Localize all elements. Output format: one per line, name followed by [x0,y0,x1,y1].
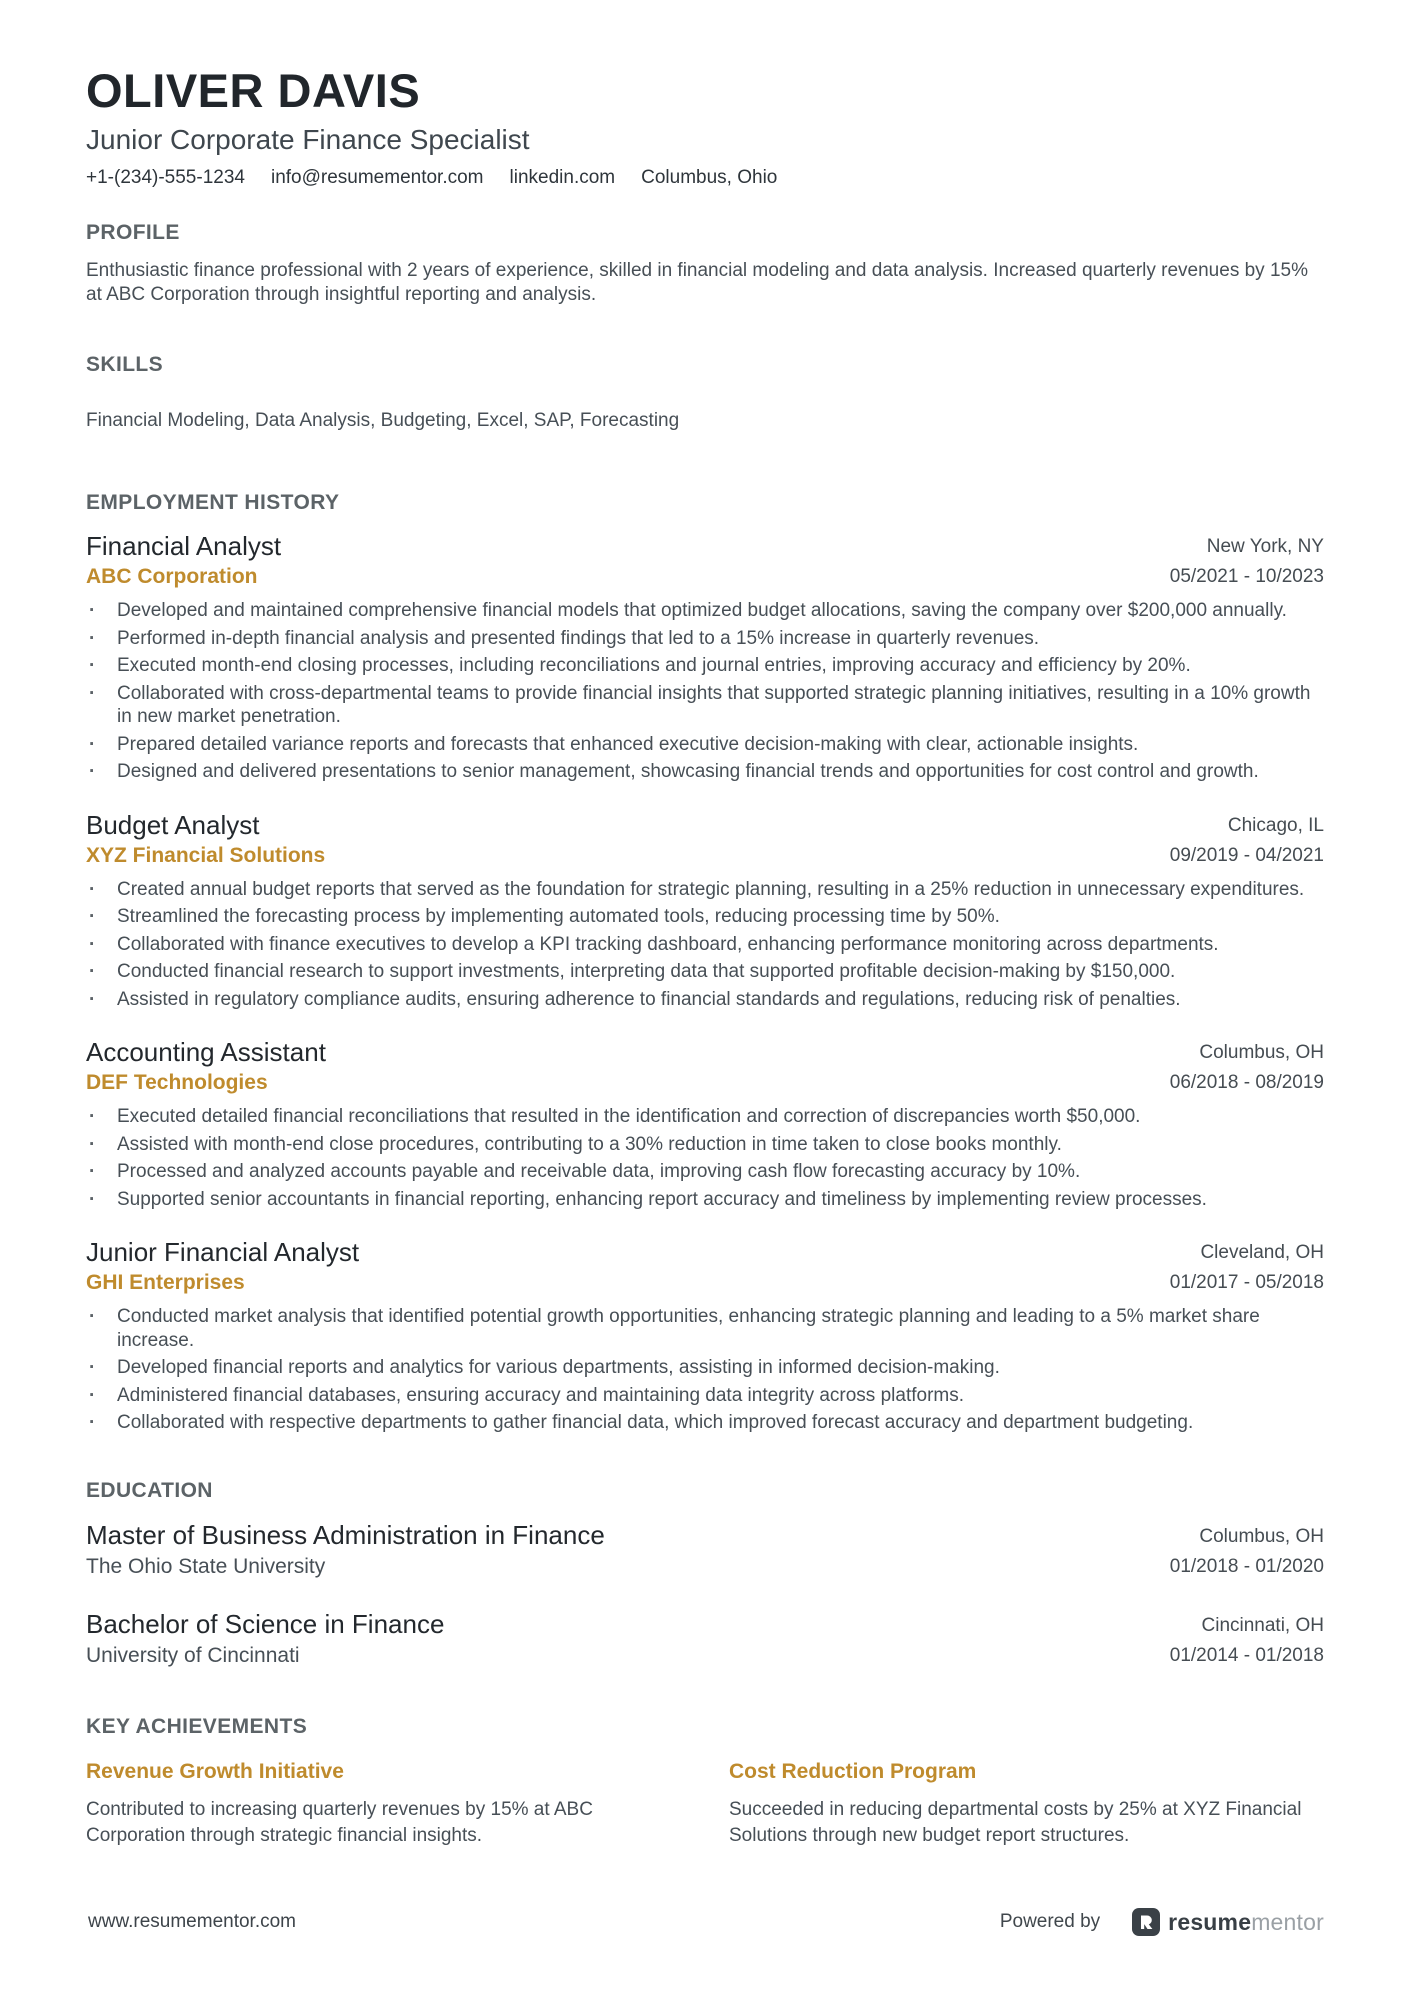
job-company: GHI Enterprises [86,1271,245,1295]
employment-heading: EMPLOYMENT HISTORY [86,490,340,514]
education-meta [1170,1519,1324,1582]
job-bullet: · Developed and maintained comprehensive financial models that optimized budget allocations, saving the company over $200,000 annually. [86,599,1324,623]
resumementor-logo-text [1168,1909,1324,1936]
job-header [86,529,1324,592]
job-bullet: · Collaborated with finance executives to develop a KPI tracking dashboard, enhancing performance monitoring across departments. [86,933,1324,957]
job-bullet: · Administered financial databases, ensuring accuracy and maintaining data integrity across platforms. [86,1384,1324,1408]
job-meta [1170,1235,1324,1298]
page-footer [88,1908,1324,1936]
contact-location: Columbus, Ohio [641,166,778,188]
achievement-title: Cost Reduction Program [729,1759,977,1783]
achievement-cost-reduction [729,1759,1324,1849]
job-title: Accounting Assistant [86,1037,326,1068]
education-school: The Ohio State University [86,1554,326,1578]
job-entry-budget-analyst [86,808,1324,1012]
contact-phone: +1-(234)-555-1234 [86,166,245,188]
job-bullet: · Executed month-end closing processes, including reconciliations and journal entries, improving accuracy and efficiency by 20%. [86,654,1324,678]
achievement-text: Succeeded in reducing departmental costs by 25% at XYZ Financial Solutions through new budget report structures. [729,1799,1302,1847]
section-education [86,1479,1324,1671]
job-title: Budget Analyst [86,809,260,840]
job-bullet: · Collaborated with cross-departmental teams to provide financial insights that supported strategic planning initiatives, resulting in a 10% growth in new market penetration. [86,682,1324,729]
job-bullet: · Developed financial reports and analytics for various departments, assisting in informed decision-making. [86,1356,1324,1380]
job-bullet: · Performed in-depth financial analysis and presented findings that led to a 15% increase in quarterly revenues. [86,627,1324,651]
job-dates: 09/2019 - 04/2021 [1169,844,1324,866]
section-skills [86,353,1324,433]
job-company: DEF Technologies [86,1071,268,1095]
candidate-title: Junior Corporate Finance Specialist [86,124,530,156]
job-bullet: · Designed and delivered presentations to senior management, showcasing financial trends and opportunities for cost control and growth. [86,760,1324,784]
job-title: Financial Analyst [86,531,282,562]
resumementor-logo[interactable] [1132,1908,1324,1936]
skills-heading: SKILLS [86,352,164,376]
resumementor-logo-icon [1132,1908,1160,1936]
job-company: XYZ Financial Solutions [86,843,326,867]
job-bullet-list [86,1105,1324,1211]
contact-linkedin[interactable]: linkedin.com [509,166,616,188]
job-company: ABC Corporation [86,565,258,589]
education-header [86,1608,1324,1671]
job-header-left [86,808,1170,870]
education-entry-mba [86,1519,1324,1582]
achievements-heading: KEY ACHIEVEMENTS [86,1714,308,1738]
skills-text: Financial Modeling, Data Analysis, Budgeting, Excel, SAP, Forecasting [86,409,680,431]
job-title: Junior Financial Analyst [86,1237,360,1268]
job-bullet: · Created annual budget reports that served as the foundation for strategic planning, resulting in a 25% reduction in unnecessary expenditures. [86,878,1324,902]
logo-text-bold: resume [1168,1908,1252,1935]
contact-row [86,167,1324,189]
education-location: Columbus, OH [1199,1525,1324,1547]
education-school: University of Cincinnati [86,1643,300,1667]
job-entry-accounting-assistant [86,1035,1324,1211]
job-meta [1170,1035,1324,1098]
job-bullet: · Conducted market analysis that identified potential growth opportunities, enhancing strategic planning and leading to a 5% market share increase. [86,1305,1324,1352]
education-degree: Master of Business Administration in Finance [86,1519,605,1550]
job-location: Chicago, IL [1227,814,1324,836]
logo-text-light: mentor [1251,1908,1324,1935]
education-dates: 01/2018 - 01/2020 [1169,1555,1324,1577]
job-bullet-list [86,1305,1324,1435]
profile-heading: PROFILE [86,220,180,244]
job-entry-junior-financial-analyst [86,1235,1324,1435]
job-header [86,1035,1324,1098]
job-header [86,1235,1324,1298]
job-header-left [86,529,1170,591]
job-bullet: · Processed and analyzed accounts payable and receivable data, improving cash flow forecasting accuracy by 10%. [86,1160,1324,1184]
achievements-grid [86,1759,1324,1849]
job-meta [1170,529,1324,592]
job-bullet: · Streamlined the forecasting process by implementing automated tools, reducing processing time by 50%. [86,905,1324,929]
job-header-left [86,1235,1170,1297]
job-dates: 06/2018 - 08/2019 [1169,1072,1324,1094]
section-profile [86,221,1324,307]
job-bullet: · Prepared detailed variance reports and forecasts that enhanced executive decision-making with clear, actionable insights. [86,733,1324,757]
achievement-title: Revenue Growth Initiative [86,1759,344,1783]
education-location: Cincinnati, OH [1201,1614,1324,1636]
powered-by-block [1000,1908,1324,1936]
education-meta [1170,1608,1324,1671]
job-bullet: · Executed detailed financial reconciliations that resulted in the identification and correction of discrepancies worth $50,000. [86,1105,1324,1129]
section-key-achievements [86,1715,1324,1849]
job-location: Cleveland, OH [1200,1242,1324,1264]
education-header [86,1519,1324,1582]
education-header-left [86,1608,1170,1670]
job-dates: 01/2017 - 05/2018 [1169,1272,1324,1294]
job-bullet: · Assisted in regulatory compliance audits, ensuring adherence to financial standards and regulations, reducing risk of penalties. [86,988,1324,1012]
job-bullet-list [86,599,1324,784]
job-meta [1170,808,1324,871]
section-employment-history [86,491,1324,1435]
job-bullet: · Supported senior accountants in financial reporting, enhancing report accuracy and timeliness by implementing review processes. [86,1188,1324,1212]
job-location: New York, NY [1206,536,1324,558]
job-bullet-list [86,878,1324,1012]
resume-header [86,64,1324,189]
achievement-text: Contributed to increasing quarterly revenues by 15% at ABC Corporation through strategic financial insights. [86,1799,593,1847]
job-entry-financial-analyst [86,529,1324,784]
education-header-left [86,1519,1170,1581]
profile-text: Enthusiastic finance professional with 2 years of experience, skilled in financial modeling and data analysis. Increased quarterly revenues by 15% at ABC Corporation through insightful reporting and analysis. [86,259,1308,305]
job-bullet: · Collaborated with respective departments to gather financial data, which improved forecast accuracy and department budgeting. [86,1411,1324,1435]
job-location: Columbus, OH [1199,1042,1324,1064]
job-bullet: · Assisted with month-end close procedures, contributing to a 30% reduction in time taken to close books monthly. [86,1133,1324,1157]
education-entry-bachelor [86,1608,1324,1671]
education-heading: EDUCATION [86,1478,213,1502]
footer-website-link[interactable]: www.resumementor.com [88,1911,297,1932]
education-degree: Bachelor of Science in Finance [86,1608,445,1639]
job-header-left [86,1035,1170,1097]
job-dates: 05/2021 - 10/2023 [1169,566,1324,588]
job-bullet: · Conducted financial research to support investments, interpreting data that supported profitable decision-making by $150,000. [86,960,1324,984]
job-header [86,808,1324,871]
candidate-name: OLIVER DAVIS [86,64,421,117]
contact-email[interactable]: info@resumementor.com [270,166,484,188]
powered-by-label: Powered by [999,1911,1101,1932]
achievement-revenue-growth [86,1759,681,1849]
education-dates: 01/2014 - 01/2018 [1169,1644,1324,1666]
